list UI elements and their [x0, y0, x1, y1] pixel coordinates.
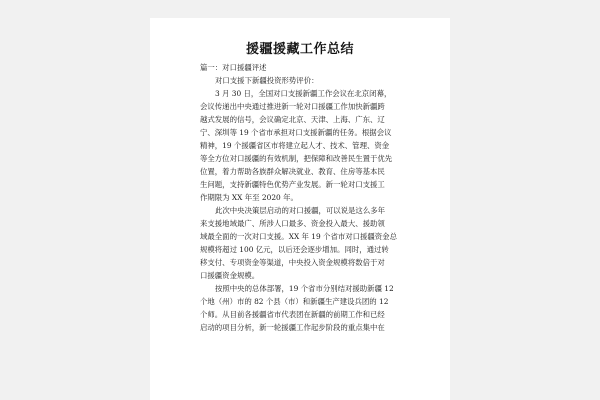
body-line: 来支援地域最广、所涉人口最多、资金投入最大、援助领 — [200, 219, 385, 228]
body-line: 启动的项目分析，新一轮援疆工作起步阶段的重点集中在 — [200, 323, 385, 332]
body-line: 按照中央的总体部署，19 个省市分别结对援助新疆 12 — [215, 284, 394, 293]
body-line: 作期限为 XX 年至 2020 年。 — [200, 193, 298, 202]
body-line: 域最全面的一次对口支援。XX 年 19 个省市对口援疆资金总 — [200, 232, 397, 241]
body-line: 精神，19 个援疆省区市将建立起人才、技术、管理、资金 — [200, 141, 390, 150]
body-line: 位置，着力帮助各族群众解决就业、教育、住房等基本民 — [200, 167, 385, 176]
body-line: 会议传递出中央通过推进新一轮对口援疆工作加快新疆跨 — [200, 102, 385, 111]
body-line: 移支付、专项资金等渠道，中央投入资金规模将数倍于对 — [200, 258, 385, 267]
body-line: 个师。从目前各援疆省市代表团在新疆的前期工作和已经 — [200, 310, 385, 319]
body-line: 对口支援下新疆投资形势评价： — [215, 76, 319, 85]
body-line: 篇一：对口援疆评述 — [200, 63, 267, 72]
body-line: 3 月 30 日，全国对口支援新疆工作会议在北京闭幕， — [215, 89, 392, 98]
body-line: 此次中央决策层启动的对口援疆，可以说是这么多年 — [215, 206, 385, 215]
body-line: 口援疆资金规模。 — [200, 271, 260, 280]
body-line: 规模将超过 100 亿元，以后还会逐步增加。同时，通过转 — [200, 245, 389, 254]
document-body — [200, 61, 400, 334]
body-line: 生问题，支持新疆特色优势产业发展。新一轮对口支援工 — [200, 180, 385, 189]
body-line: 宁、深圳等 19 个省市承担对口支援新疆的任务。根据会议 — [200, 128, 392, 137]
body-line: 个地（州）市的 82 个县（市）和新疆生产建设兵团的 12 — [200, 297, 389, 306]
body-line: 等全方位对口援疆的有效机制，把保障和改善民生置于优先 — [200, 154, 393, 163]
body-line: 越式发展的信号，会议确定北京、天津、上海、广东、辽 — [200, 115, 385, 124]
document-title: 援疆援藏工作总结 — [245, 42, 354, 57]
document-page — [150, 18, 450, 400]
